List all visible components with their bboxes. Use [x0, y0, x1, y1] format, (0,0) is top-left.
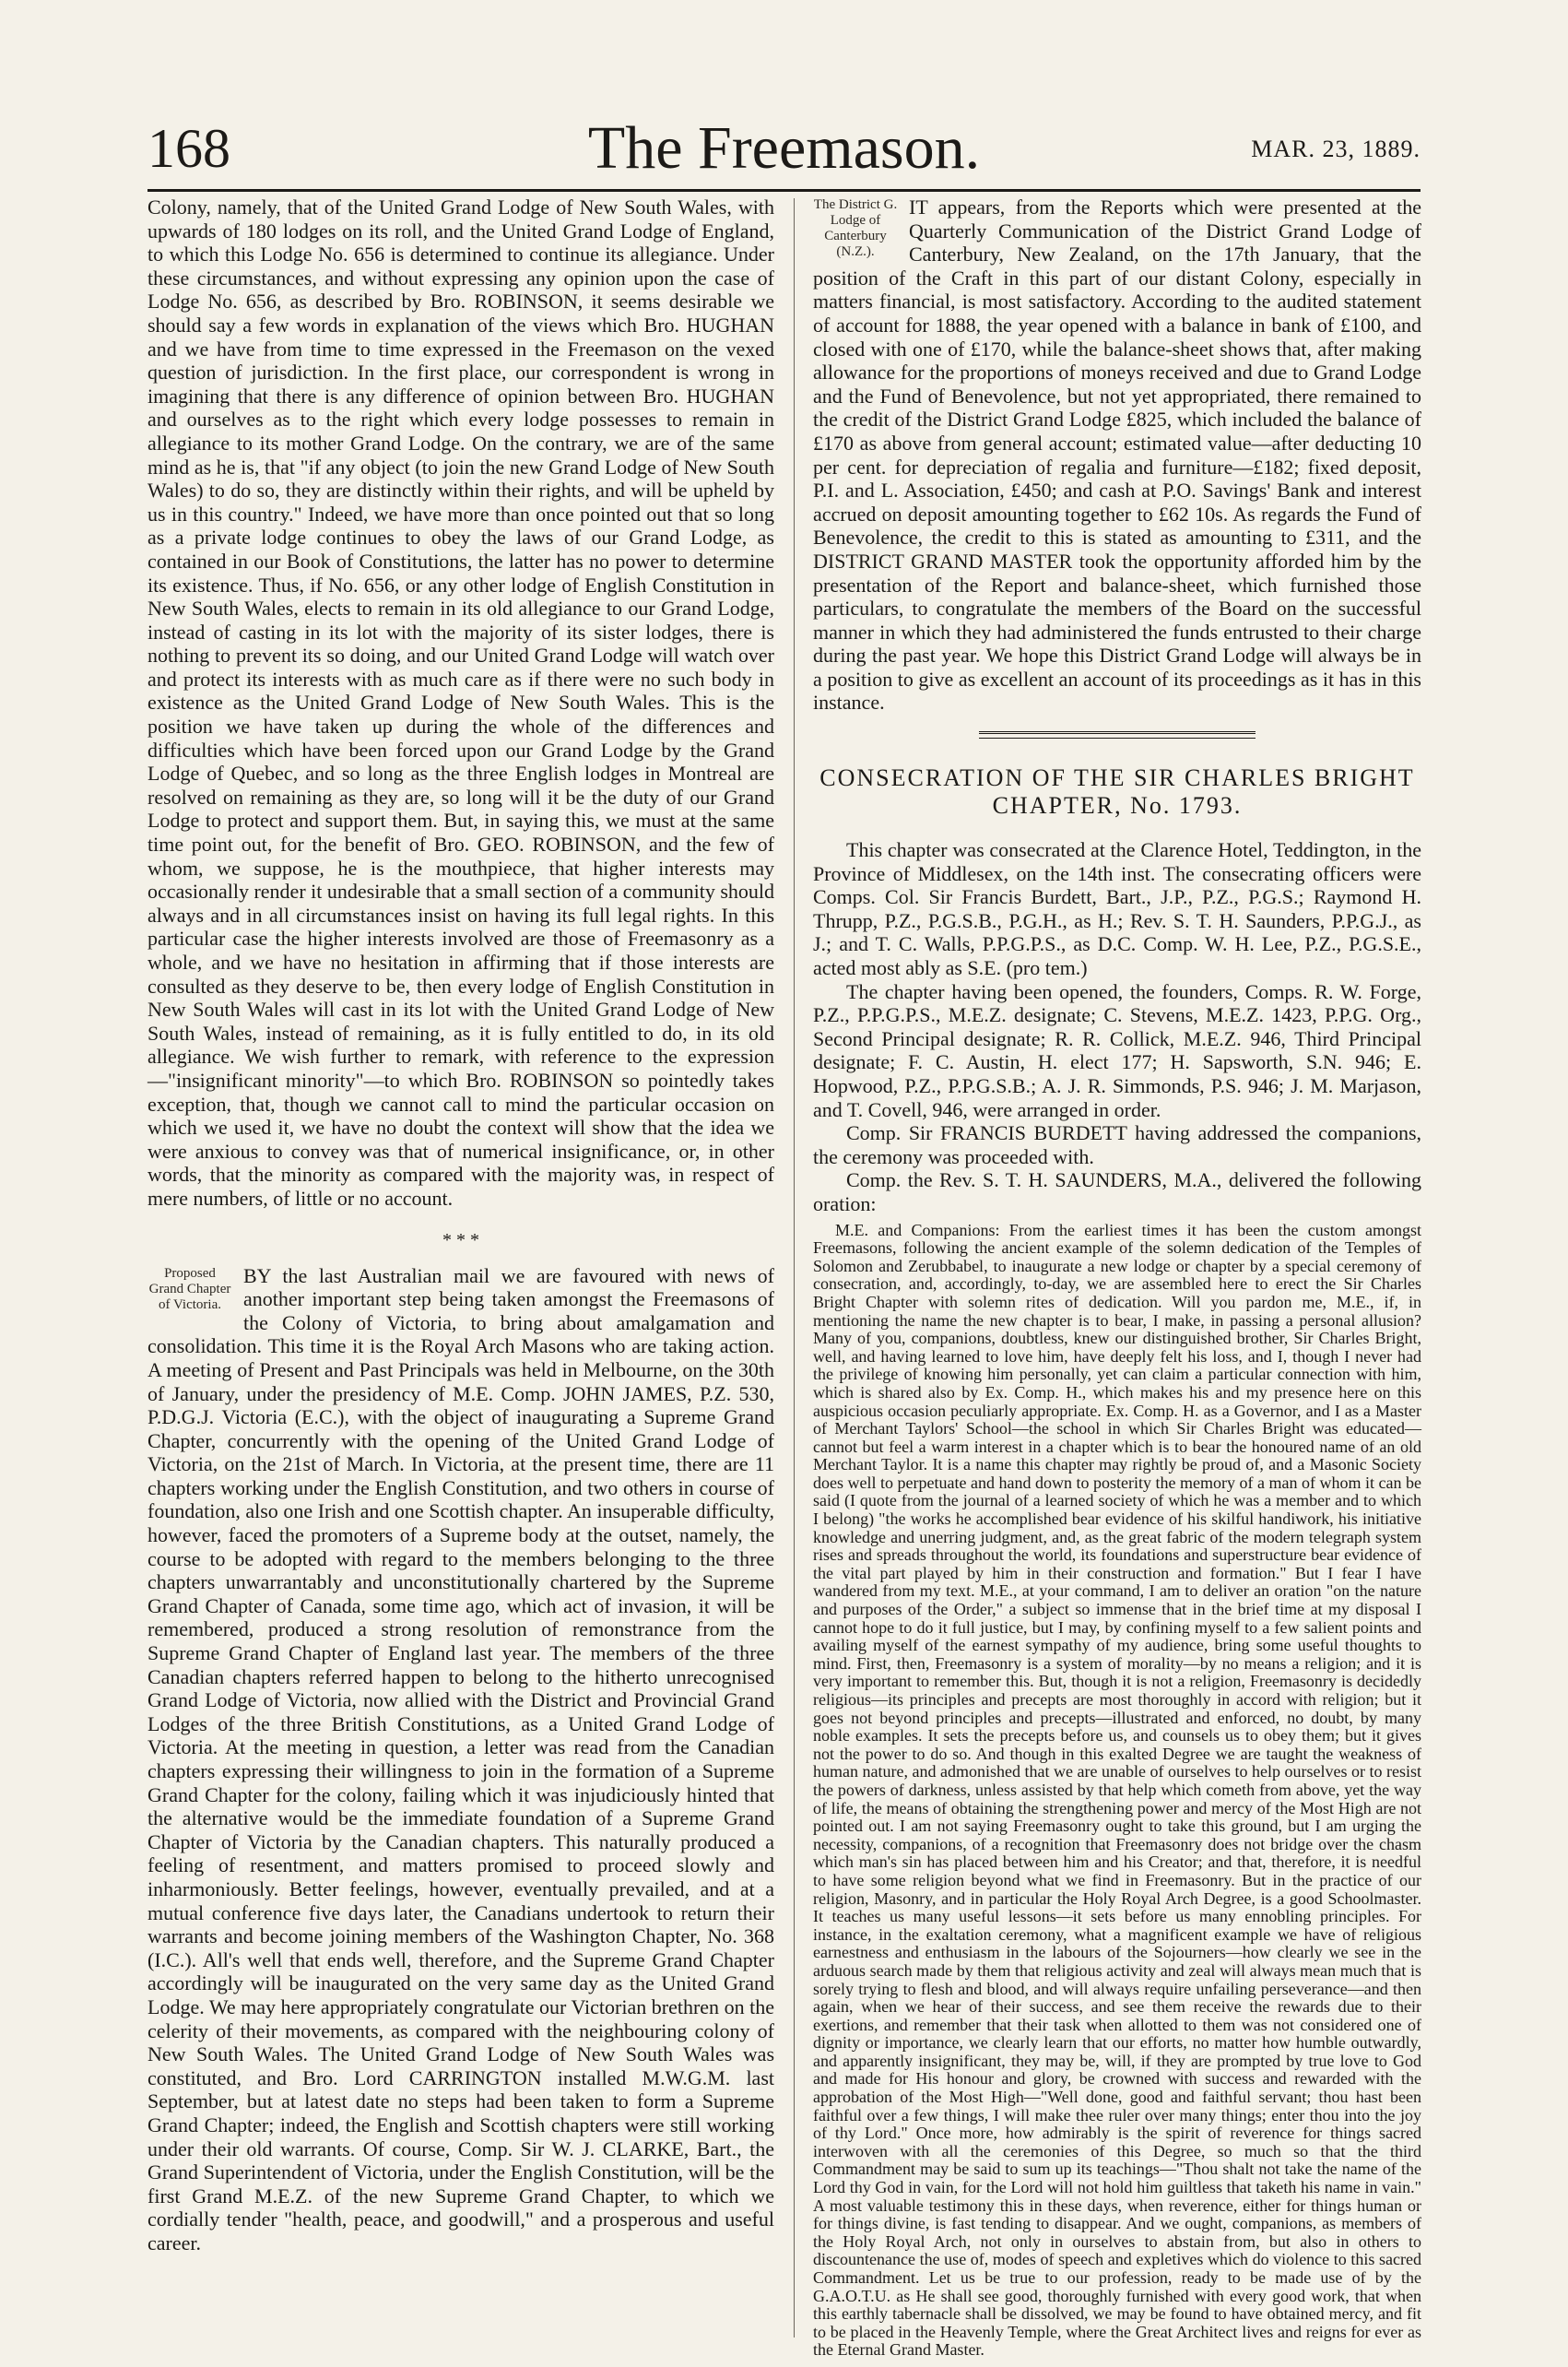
article-paragraph-canterbury [813, 195, 1421, 715]
right-column [813, 195, 1421, 2360]
page-number: 168 [147, 118, 230, 179]
victoria-text: BY the last Australian mail we are favoured with news of another important step being taken amongst the Freemasons of the Colony of Victoria, to bring about amalgamation and consolidation. This time it is the Royal Arch Masons who are taking action. A meeting of Present and Past Principals was held in Melbourne, on the 30th of January, under the presidency of M.E. Comp. JOHN JAMES, P.Z. 530, P.D.G.J. Victoria (E.C.), with the object of inaugurating a Supreme Grand Chapter, concurrently with the opening of the United Grand Lodge of Victoria, on the 21st of March. In Victoria, at the present time, there are 11 chapters working under the English Constitution, and two others in course of foundation, also one Irish and one Scottish chapter. An insuperable difficulty, however, faced the promoters of a Supreme body at the outset, namely, the course to be adopted with regard to the members belonging to the three chapters unwarrantably and unconstitutionally chartered by the Supreme Grand Chapter of Canada, some time ago, which act of invasion, it will be remembered, produced a strong resolution of remonstrance from the Supreme Grand Chapter of England last year. The members of the three Canadian chapters referred happen to belong to the hitherto unrecognised Grand Lodge of Victoria, now allied with the District and Provincial Grand Lodges of the three British Constitutions, as a United Grand Lodge of Victoria. At the meeting in question, a letter was read from the Canadian chapters expressing their willingness to join in the formation of a Supreme Grand Chapter for the colony, failing which it was injudiciously hinted that the alternative would be the immediate foundation of a Supreme Grand Chapter of Victoria by the Canadian chapters. This naturally produced a feeling of resentment, and matters promised to proceed slowly and inharmoniously. Better feelings, however, eventually prevailed, and at a mutual conference five days later, the Canadians undertook to return their warrants and become joining members of the Washington Chapter, No. 368 (I.C.). All's well that ends well, therefore, and the Supreme Grand Chapter accordingly will be inaugurated on the very same day as the United Grand Lodge. We may here appropriately congratulate our Victorian brethren on the celerity of their movements, as compared with the neighbouring colony of New South Wales. The United Grand Lodge of New South Wales was constituted, and Bro. Lord CARRINGTON installed M.W.G.M. last September, but at latest date no steps had been taken to form a Supreme Grand Chapter; indeed, the English and Scottish chapters were still working under their old warrants. Of course, Comp. Sir W. J. CLARKE, Bart., the Grand Superintendent of Victoria, under the English Constitution, will be the first Grand M.E.Z. of the new Supreme Grand Chapter, to which we cordially tender "health, peace, and goodwill," and a prosperous and useful career. [147, 1263, 774, 2255]
column-divider [794, 198, 795, 2337]
canterbury-text: IT appears, from the Reports which were presented at the Quarterly Communication of the District Grand Lodge of Canterbury, New Zealand, on the 17th January, that the position of the Craft in this part of our distant Colony, especially in matters financial, is most satisfactory. According to the audited statement of account for 1888, the year opened with a balance in bank of £100, and closed with one of £170, while the balance-sheet shows that, after making allowance for the proportions of moneys received and due to Grand Lodge and the Fund of Benevolence, but not yet appropriated, there remained to the credit of the District Grand Lodge £825, which included the balance of £170 as above from general account; estimated value—after deducting 10 per cent. for depreciation of regalia and furniture—£182; fixed deposit, P.I. and L. Association, £450; and cash at P.O. Savings' Bank and interest accrued on deposit amounting together to £62 10s. As regards the Fund of Benevolence, the credit to this is stated as amounting to £311, and the DISTRICT GRAND MASTER took the opportunity afforded him by the presentation of the Report and balance-sheet, which furnished those particulars, to congratulate the members of the Board on the successful manner in which they had administered the funds entrusted to their charge during the past year. We hope this District Grand Lodge will always be in a position to give as excellent an account of its proceedings as it has in this instance. [813, 195, 1421, 715]
article-paragraph: The chapter having been opened, the founders, Comps. R. W. Forge, P.Z., P.P.G.P.S., M.E.Z. designate; C. Stevens, M.E.Z. 1423, P.P.G. Org., Second Principal designate; R. R. Collick, M.E.Z. 946, Third Principal designate; F. C. Austin, H. elect 177; H. Sapsworth, S.N. 946; E. Hopwood, P.Z., P.P.G.S.B.; A. J. R. Simmonds, P.S. 946; J. M. Marjason, and T. Covell, 946, were arranged in order. [813, 979, 1421, 1121]
oration-text: M.E. and Companions: From the earliest times it has been the custom amongst Freemasons, following the ancient example of the solemn dedication of the Temples of Solomon and Zerubbabel, to inaugurate a new lodge or chapter by a special ceremony of consecration, and, accordingly, to-day, we are assembled here to erect the Sir Charles Bright Chapter with solemn rites of dedication. Will you pardon me, M.E., if, in mentioning the name the new chapter is to bear, I make, in passing a personal allusion? Many of you, companions, doubtless, knew our distinguished brother, Sir Charles Bright, well, and having learned to love him, have deeply felt his loss, and I, though I never had the privilege of knowing him personally, yet can claim a particular connection with him, which is shared also by Ex. Comp. H., which makes his and my presence here on this auspicious occasion peculiarly appropriate. Ex. Comp. H. as a Governor, and I as a Master of Merchant Taylors' School—the school in which Sir Charles Bright was educated—cannot but feel a warm interest in a chapter which is to bear the honoured name of an old Merchant Taylor. It is a name this chapter may rightly be proud of, and a Masonic Society does well to perpetuate and hand down to posterity the memory of a man of whom it can be said (I quote from the journal of a learned society of which he was a member and to which I belong) "the works he accomplished bear evidence of his skilful handiwork, his initiative knowledge and unerring judgment, and, as the great fabric of the modern telegraph system rises and spreads throughout the world, its foundations and superstructure bear evidence of the vital part played by him in their construction and formation." But I fear I have wandered from my text. M.E., at your command, I am to deliver an oration "on the nature and purposes of the Order," a subject so immense that in the brief time at my disposal I cannot hope to do it full justice, but I may, by confining myself to a few salient points and availing myself of the earnest sympathy of my audience, bring some useful thoughts to mind. First, then, Freemasonry is a system of morality—by no means a religion; and it is very important to remember this. But, though it is not a religion, Freemasonry is decidedly religious—its principles and precepts are most thoroughly in accord with religion; but it goes not beyond principles and precepts—illustrated and enforced, no doubt, by many noble examples. It sets the precepts before us, and counsels us to obey them; but it gives not the power to do so. And though in this exalted Degree we are taught the weakness of human nature, and admonished that we are unable of ourselves to help ourselves or to resist the powers of darkness, unless assisted by that help which cometh from above, yet the way of life, the means of obtaining the strengthening power and mercy of the Most High are not pointed out. I am not saying Freemasonry ought to take this ground, but I am urging the necessity, companions, of a recognition that Freemasonry does not bridge over the chasm which man's sin has placed between him and his Creator; and that, therefore, it is needful to have some religion beyond what we find in Freemasonry. But in the practice of our religion, Masonry, and in particular the Holy Royal Arch Degree, is a good Schoolmaster. It teaches us many useful lessons—it sets before us many ennobling principles. For instance, in the exaltation ceremony, what a magnificent example we have of religious earnestness and enthusiasm in the labours of the Sojourners—how clearly we see in the arduous search made by them that religious activity and zeal will always mean much that is sorely trying to flesh and blood, and will always require unfailing perseverance—and then again, when we hear of their success, and see them receive the rewards due to their exertions, and remember that their task when allotted to them was not considered one of dignity or importance, we clearly learn that our efforts, no matter how humble outwardly, and apparently insignificant, they may be, will, if they are prompted by true love to God and made for His honour and glory, be crowned with success and rewarded with the approbation of the Most High—"Well done, good and faithful servant; thou hast been faithful over a few things, I will make thee ruler over many things; enter thou into the joy of thy Lord." Once more, how admirably is the spirit of reverence for things sacred interwoven with all the ceremonies of this Degree, so much so that the third Commandment may be said to sum up its teachings—"Thou shalt not take the name of the Lord thy God in vain, for the Lord will not hold him guiltless that taketh his name in vain." A most valuable testimony this in these days, when reverence, either for things human or for things divine, is fast tending to disappear. And we ought, companions, as members of the Holy Royal Arch, not only in ourselves to abstain from, but also in others to discountenance the use of, modes of speech and expletives which do violence to this sacred Commandment. Let us be true to our profession, ready to be made use of by the G.A.O.T.U. as He shall see good, thoroughly furnished with every good work, that when this earthly tabernacle shall be dissolved, we may be found to have obtained mercy, and fit to be placed in the Heavenly Temple, where the Great Architect lives and reigns for ever as the Eternal Grand Master. [813, 1220, 1421, 2360]
section-heading: CONSECRATION OF THE SIR CHARLES BRIGHT CHAPTER, No. 1793. [819, 764, 1415, 820]
masthead [147, 109, 1421, 188]
left-column [147, 195, 774, 2330]
article-paragraph-victoria [147, 1264, 774, 2255]
side-note-canterbury: The District G. Lodge of Canterbury (N.Z.). [813, 197, 898, 259]
issue-date: MAR. 23, 1889. [1251, 136, 1421, 162]
article-paragraph: Comp. the Rev. S. T. H. SAUNDERS, M.A., delivered the following oration: [813, 1168, 1421, 1215]
paper-title: The Freemason. [587, 114, 981, 182]
header-rule [147, 189, 1421, 192]
oration-block [813, 1222, 1421, 2360]
section-rule [979, 731, 1256, 739]
section-asterism: * * * [442, 1229, 479, 1250]
article-paragraph: Colony, namely, that of the United Grand Lodge of New South Wales, with upwards of 180 lodges on its roll, and the United Grand Lodge of England, to which this Lodge No. 656 is determined to continue its allegiance. Under these circumstances, and without expressing any opinion upon the case of Lodge No. 656, as described by Bro. ROBINSON, it seems desirable we should say a few words in explanation of the views which Bro. HUGHAN and we have from time to time expressed in the Freemason on the vexed question of jurisdiction. In the first place, our correspondent is wrong in imagining that there is any difference of opinion between Bro. HUGHAN and ourselves as to the right which every lodge possesses to remain in allegiance to its mother Grand Lodge. On the contrary, we are of the same mind as he is, that "if any object (to join the new Grand Lodge of New South Wales) to do so, they are distinctly within their rights, and will be upheld by us in this country." Indeed, we have more than once pointed out that so long as a private lodge continues to obey the laws of our Grand Lodge, as contained in our Book of Constitutions, the latter has no power to determine its existence. Thus, if No. 656, or any other lodge of English Constitution in New South Wales, elects to remain in its old allegiance to our Grand Lodge, instead of casting in its lot with the majority of its sister lodges, there is nothing to prevent its so doing, and our United Grand Lodge will watch over and protect its interests with as much care as if there were no such body in existence as the United Grand Lodge of New South Wales. This is the position we have taken up during the whole of the differences and difficulties which have been forced upon our Grand Lodge by the Grand Lodge of Quebec, and so long as the three English lodges in Montreal are resolved on remaining as they are, so long will it be the duty of our Grand Lodge to protect and support them. But, in saying this, we must at the same time point out, for the benefit of Bro. GEO. ROBINSON, and the few of whom, we suppose, he is the mouthpiece, that higher interests may occasionally render it undesirable that a small section of a community should always and in all circumstances insist on having its full legal rights. In this particular case the higher interests involved are those of Freemasonry as a whole, and we have no hesitation in affirming that if those interests are consulted as they deserve to be, then every lodge of English Constitution in New South Wales will cast in its lot with the United Grand Lodge of New South Wales, instead of remaining, as it is fully entitled to do, in its old allegiance. We wish further to remark, with reference to the expression—"insignificant minority"—to which Bro. ROBINSON so pointedly takes exception, that, though we cannot call to mind the particular occasion on which we used it, we have no doubt the context will show that the idea we were anxious to convey was that of numerical insignificance, or, in other words, that the minority as compared with the majority was, in respect of mere numbers, of little or no account. [147, 195, 774, 1210]
article-paragraph: Comp. Sir FRANCIS BURDETT having addressed the companions, the ceremony was proceeded with. [813, 1121, 1421, 1168]
side-note-victoria: Proposed Grand Chapter of Victoria. [148, 1265, 231, 1312]
article-paragraph: This chapter was consecrated at the Clarence Hotel, Teddington, in the Province of Middlesex, on the 14th inst. The consecrating officers were Comps. Col. Sir Francis Burdett, Bart., J.P., P.Z., P.G.S.; Raymond H. Thrupp, P.Z., P.G.S.B., P.G.H., as H.; Rev. S. T. H. Saunders, P.P.G.J., as J.; and T. C. Walls, P.P.G.P.S., as D.C. Comp. W. H. Lee, P.Z., P.G.S.E., acted most ably as S.E. (pro tem.) [813, 838, 1421, 980]
